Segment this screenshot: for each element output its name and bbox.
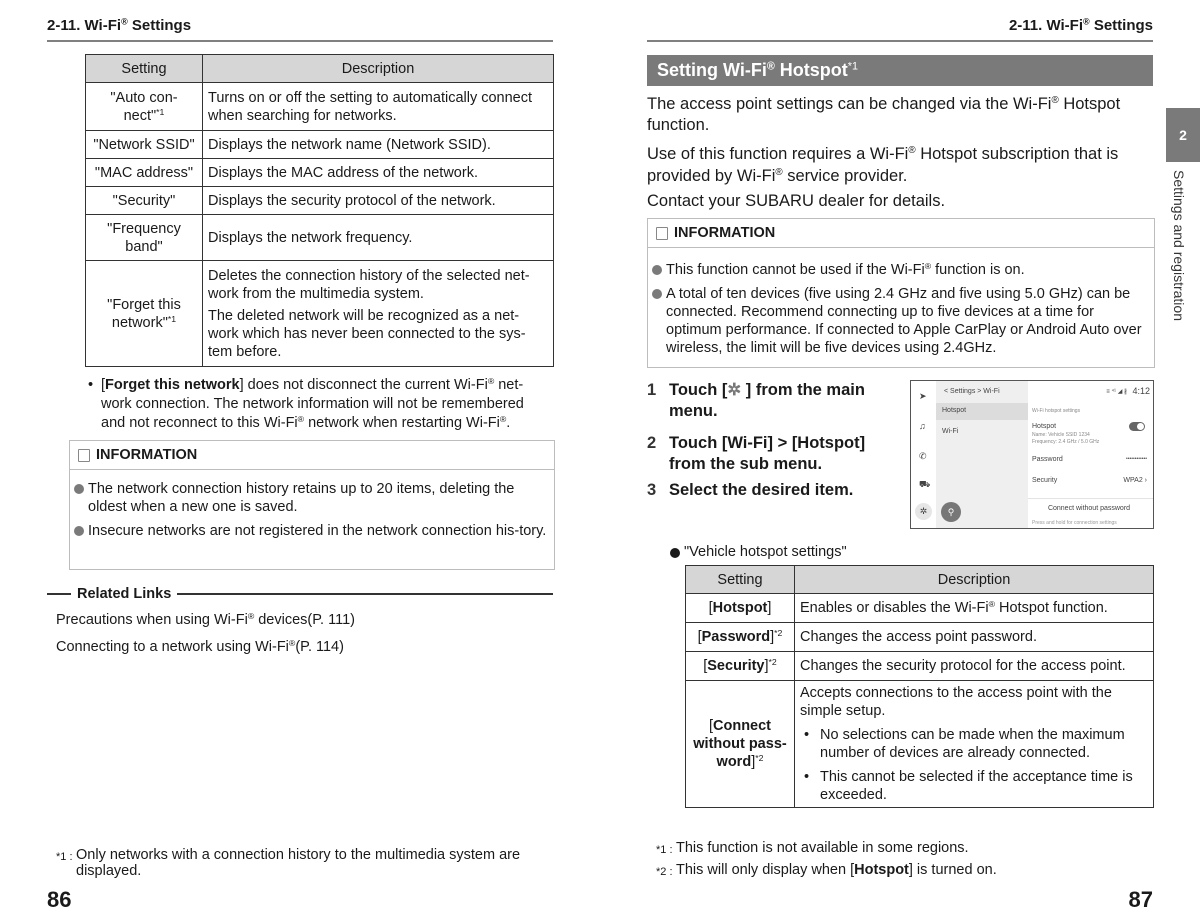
footnote-1-right: *1 : This function is not available in some regions.	[656, 840, 969, 856]
description-cell: Enables or disables the Wi-Fi® Hotspot function.	[795, 594, 1154, 623]
status-icons: ≡ ⁴¹ ◢ ∦	[1106, 389, 1127, 395]
description-cell: Turns on or off the setting to automatically connect when searching for networks.	[203, 83, 554, 131]
header-rule	[47, 40, 553, 42]
page-number-left: 86	[47, 887, 72, 912]
vehicle-hotspot-settings-table	[685, 565, 1154, 808]
steps-list	[647, 380, 897, 501]
music-icon: ♫	[919, 421, 926, 431]
gear-icon: ✲	[727, 381, 742, 399]
screen-note: Press and hold for connection settings	[1032, 520, 1117, 526]
description-paragraph: The deleted network will be recognized as a net-work which has never been connected to the sys-tem before.	[208, 307, 526, 360]
screen-breadcrumb: < Settings > Wi-Fi	[944, 388, 1000, 395]
bullet-dot-icon	[652, 289, 662, 299]
setting-cell: [Security]$^{*2}$	[686, 652, 795, 681]
setting-cell: "Frequency band"	[86, 215, 203, 261]
table-row	[686, 623, 1154, 652]
hotspot-detail: Name: Vehicle SSID 1234	[1032, 432, 1090, 438]
info-item: This function cannot be used if the Wi-Fi® function is on.	[652, 261, 1148, 279]
password-value: ••••••••••••	[1125, 456, 1147, 462]
vehicle-hotspot-bullet: "Vehicle hotspot settings"	[670, 543, 847, 562]
information-box-right	[647, 218, 1155, 368]
step-3: 3 Select the desired item.	[647, 481, 854, 499]
running-head-text: 2-11. Wi-Fi	[47, 17, 122, 34]
footnote-1-left: *1 : Only networks with a connection history to the multimedia system are displayed.	[56, 847, 521, 879]
description-bullet: • No selections can be made when the maximum number of devices are already connected.	[804, 727, 1125, 761]
table-row	[86, 261, 554, 367]
settings-gear-icon: ✲	[915, 503, 932, 520]
info-item: Insecure networks are not registered in the network connection his-tory.	[74, 522, 548, 540]
contact-paragraph: Contact your SUBARU dealer for details.	[647, 192, 946, 210]
table-row	[86, 159, 554, 187]
info-item: A total of ten devices (five using 2.4 GHz and five using 5.0 GHz) can be connected. Recommend connecting up to five devices at a time for optimum performance. If connected to Apple CarPlay or Android Auto over wireless, the limit will be five devices using 2.4GHz.	[652, 285, 1148, 357]
running-head-left	[47, 17, 191, 34]
book-icon	[78, 449, 90, 462]
bullet-dot-icon	[74, 484, 84, 494]
navigation-icon: ➤	[919, 391, 927, 401]
hotspot-label: Hotspot	[1032, 423, 1057, 430]
table-row	[686, 681, 1154, 808]
information-box-left	[69, 440, 555, 570]
setting-cell: [Hotspot]	[686, 594, 795, 623]
table-row	[86, 215, 554, 261]
chapter-tab-label: Settings and registration	[1171, 170, 1187, 321]
setting-cell: "Auto con-nect"$^{*1}$	[86, 83, 203, 131]
setting-cell: "Forget this network"$^{*1}$	[86, 261, 203, 367]
column-header-setting: Setting	[686, 566, 795, 594]
related-link-connecting[interactable]: Connecting to a network using Wi-Fi®(P. 114)	[56, 637, 344, 655]
divider	[47, 593, 71, 595]
description-cell: Displays the network name (Network SSID).	[203, 131, 554, 159]
setting-cell: "Network SSID"	[86, 131, 203, 159]
detail-pane	[1028, 381, 1153, 528]
table-row	[86, 83, 554, 131]
setting-cell: [Password]$^{*2}$	[686, 623, 795, 652]
hotspot-toggle	[1129, 422, 1145, 431]
setting-cell: "MAC address"	[86, 159, 203, 187]
page-number-right: 87	[1128, 887, 1153, 912]
wifi-network-settings-table	[85, 54, 554, 367]
related-links-header	[47, 586, 553, 602]
description-paragraph: Deletes the connection history of the selected net-work from the multimedia system.	[208, 267, 530, 302]
table-row	[86, 131, 554, 159]
step-2: 2 Touch [Wi-Fi] > [Hotspot] from the sub menu.	[647, 434, 866, 473]
table-row	[686, 594, 1154, 623]
security-label: Security	[1032, 477, 1058, 484]
information-heading: INFORMATION	[674, 225, 776, 241]
section-title-bar: Setting Wi-Fi® Hotspot$^{*1}$	[647, 55, 1153, 86]
divider	[177, 593, 553, 595]
description-cell: Displays the security protocol of the network.	[203, 187, 554, 215]
column-header-setting: Setting	[86, 55, 203, 83]
subscription-paragraph: Use of this function requires a Wi-Fi® Hotspot subscription that is provided by Wi-Fi® service provider.	[647, 145, 1119, 185]
screen-subtitle: Wi-Fi hotspot settings	[1032, 408, 1081, 414]
table-row	[686, 652, 1154, 681]
table-row	[86, 187, 554, 215]
phone-icon: ✆	[919, 451, 927, 461]
description-cell: Changes the access point password.	[795, 623, 1154, 652]
related-links-title: Related Links	[77, 586, 172, 602]
bullet-dot-icon	[74, 526, 84, 536]
connect-without-password-label: Connect without password	[1047, 505, 1131, 512]
security-value: WPA2 ›	[1123, 477, 1147, 484]
nav-rail	[911, 381, 937, 528]
intro-paragraph: The access point settings can be changed via the Wi-Fi® Hotspot function.	[647, 95, 1121, 134]
description-cell: Displays the network frequency.	[203, 215, 554, 261]
description-cell: Accepts connections to the access point with the simple setup. • No selections can be made when the maximum number of devices are already connected. • This cannot be selected if the acceptance time is exceeded.	[795, 681, 1154, 808]
submenu-pane	[936, 381, 1028, 528]
search-icon: ⚲	[941, 502, 961, 522]
step-1: 1 Touch [✲ ] from the main menu.	[647, 381, 865, 420]
book-icon	[656, 227, 668, 240]
description-cell: Displays the MAC address of the network.	[203, 159, 554, 187]
info-item: The network connection history retains up to 20 items, deleting the oldest when a new one is saved.	[74, 480, 548, 516]
bullet-dot-icon	[670, 548, 680, 558]
running-head-text: Settings	[127, 17, 192, 34]
information-heading: INFORMATION	[96, 447, 198, 463]
header-rule	[647, 40, 1153, 42]
column-header-description: Description	[795, 566, 1154, 594]
forget-network-note: • [Forget this network] does not disconnect the current Wi-Fi® net-work connection. The network information will not be remembered and not reconnect to this Wi-Fi® network when restarting Wi-Fi®.	[88, 375, 524, 431]
footnote-2-right: *2 : This will only display when [Hotspot] is turned on.	[656, 862, 997, 878]
setting-cell: [Connect without pass- word]$^{*2}$	[686, 681, 795, 808]
description-cell: Changes the security protocol for the access point.	[795, 652, 1154, 681]
hotspot-detail: Frequency: 2.4 GHz / 5.0 GHz	[1032, 439, 1100, 445]
bullet-mark: •	[88, 377, 94, 393]
chapter-tab: 2	[1166, 108, 1200, 162]
clock: 4:12	[1132, 386, 1150, 396]
divider	[1028, 498, 1153, 499]
menu-item-hotspot: Hotspot	[936, 403, 1028, 420]
related-link-precautions[interactable]: Precautions when using Wi-Fi® devices(P. 111)	[56, 610, 355, 628]
description-cell	[203, 261, 554, 367]
column-header-description: Description	[203, 55, 554, 83]
running-head-right: 2-11. Wi-Fi® Settings	[1008, 16, 1153, 34]
bullet-dot-icon	[652, 265, 662, 275]
hotspot-screen-illustration	[910, 380, 1154, 529]
car-icon: ⛟	[919, 479, 931, 489]
setting-cell: "Security"	[86, 187, 203, 215]
registered-mark: ®	[121, 16, 128, 27]
password-label: Password	[1032, 456, 1063, 463]
description-bullet: • This cannot be selected if the acceptance time is exceeded.	[804, 769, 1133, 803]
menu-item-wifi: Wi-Fi	[942, 428, 959, 435]
